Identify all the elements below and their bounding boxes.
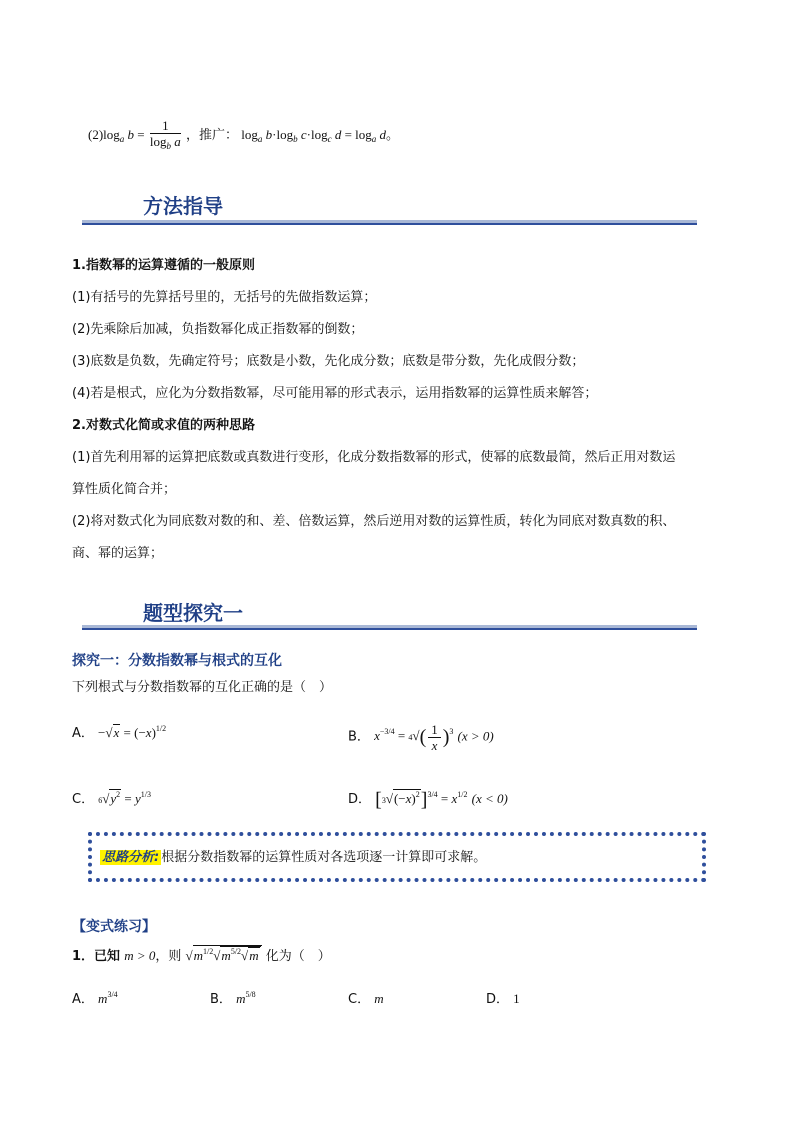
q1-radical-expression: $√m^{1/2}√m^{5/2}√m$ <box>186 948 262 963</box>
formula-line <box>88 118 399 154</box>
method-paragraph: (1)首先利用幂的运算把底数或真数进行变形，化成分数指数幂的形式，使幂的底数最简，然后正用对数运 <box>72 450 676 465</box>
explore-title: 探究一：分数指数幂与根式的互化 <box>72 653 282 669</box>
practice-title: 【变式练习】 <box>72 919 156 935</box>
option-b-condition: (x > 0) <box>457 728 494 744</box>
option-c-formula: $6√y^2 = y^{1/3}$ <box>98 790 151 806</box>
practice-option-c[interactable] <box>348 988 384 1007</box>
den-arg: a <box>174 134 181 149</box>
den-base: b <box>166 141 172 151</box>
practice-option-d-value: 1 <box>513 991 520 1006</box>
method-paragraph: 商、幂的运算； <box>72 546 164 561</box>
section-heading-types: 题型探究一 <box>143 601 243 625</box>
practice-option-c-value: m <box>374 991 384 1006</box>
section-heading-method: 方法指导 <box>143 194 223 218</box>
formula-prefix: (2) <box>88 126 104 142</box>
method-heading-1: 1.指数幂的运算遵循的一般原则 <box>72 258 255 273</box>
hint-text: 根据分数指数幂的运算性质对各选项逐一计算即可求解。 <box>161 850 487 865</box>
practice-option-d-label: D． <box>486 992 510 1007</box>
practice-option-b-label: B． <box>210 992 232 1007</box>
log-arg: b <box>127 126 135 142</box>
option-a[interactable] <box>72 722 166 741</box>
fraction-denominator <box>150 134 181 154</box>
option-d[interactable] <box>348 788 508 812</box>
method-item: (3)底数是负数，先确定符号；底数是小数，先化成分数；底数是带分数，先化成假分数； <box>72 354 585 369</box>
option-d-formula: $[3√(-x)^2]^{3/4} = x^{1/2}$ <box>375 789 468 811</box>
method-paragraph: 算性质化简合并； <box>72 482 177 497</box>
practice-option-a-label: A． <box>72 992 94 1007</box>
hint-label: 思路分析: <box>102 850 160 865</box>
method-item: (1)有括号的先算括号里的，无括号的先做指数运算； <box>72 290 377 305</box>
method-item: (2)先乘除后加减，负指数幂化成正指数幂的倒数； <box>72 322 364 337</box>
practice-option-b[interactable]: B． $m^{5/8}$ <box>210 990 256 1007</box>
period: 。 <box>386 127 400 143</box>
log-text: log <box>103 126 120 142</box>
section-rule <box>82 220 697 225</box>
q1-condition: m > 0 <box>124 948 156 963</box>
equals-sign: = <box>137 126 145 142</box>
practice-option-c-label: C． <box>348 992 371 1007</box>
practice-question-1 <box>72 945 331 964</box>
question-text: 下列根式与分数指数幂的互化正确的是（ ） <box>72 680 333 695</box>
method-item: (4)若是根式，应化为分数指数幂，尽可能用幂的形式表示，运用指数幂的运算性质来解答； <box>72 386 598 401</box>
fraction-numerator: 1 <box>150 118 181 134</box>
option-d-label: D． <box>348 792 372 807</box>
chain-formula: $\log_a b\cdot\log_b$ $c\cdot\log_c$ $d = \log_a d$ <box>241 126 387 144</box>
q1-mid: ，则 <box>155 949 182 964</box>
option-b[interactable] <box>348 722 494 753</box>
q1-suffix: 化为（ ） <box>265 949 331 964</box>
method-heading-2: 2.对数式化简或求值的两种思路 <box>72 418 255 433</box>
generalization-label: ，推广： <box>186 127 239 143</box>
option-b-label: B． <box>348 729 370 745</box>
log-base: a <box>119 133 125 144</box>
option-b-formula: $x^{-3/4} = 4√$( $\frac{1}{x}$ )$^3$ <box>374 722 454 753</box>
option-c[interactable] <box>72 788 151 807</box>
practice-option-d[interactable] <box>486 988 520 1007</box>
method-content <box>72 250 675 570</box>
den-log: log <box>149 134 167 149</box>
reciprocal-fraction <box>150 118 181 154</box>
option-a-label: A． <box>72 726 94 741</box>
option-a-formula: $-√x = (-x)^{1/2}$ <box>98 724 167 740</box>
hint-content <box>100 846 486 865</box>
section-rule <box>82 625 697 630</box>
method-paragraph: (2)将对数式化为同底数对数的和、差、倍数运算，然后逆用对数的运算性质，转化为同底对数真数的积、 <box>72 514 676 529</box>
option-d-condition: (x < 0) <box>471 791 508 806</box>
q1-prefix: 1．已知 <box>72 949 121 964</box>
option-c-label: C． <box>72 792 95 807</box>
practice-option-a[interactable]: A． $m^{3/4}$ <box>72 990 118 1007</box>
